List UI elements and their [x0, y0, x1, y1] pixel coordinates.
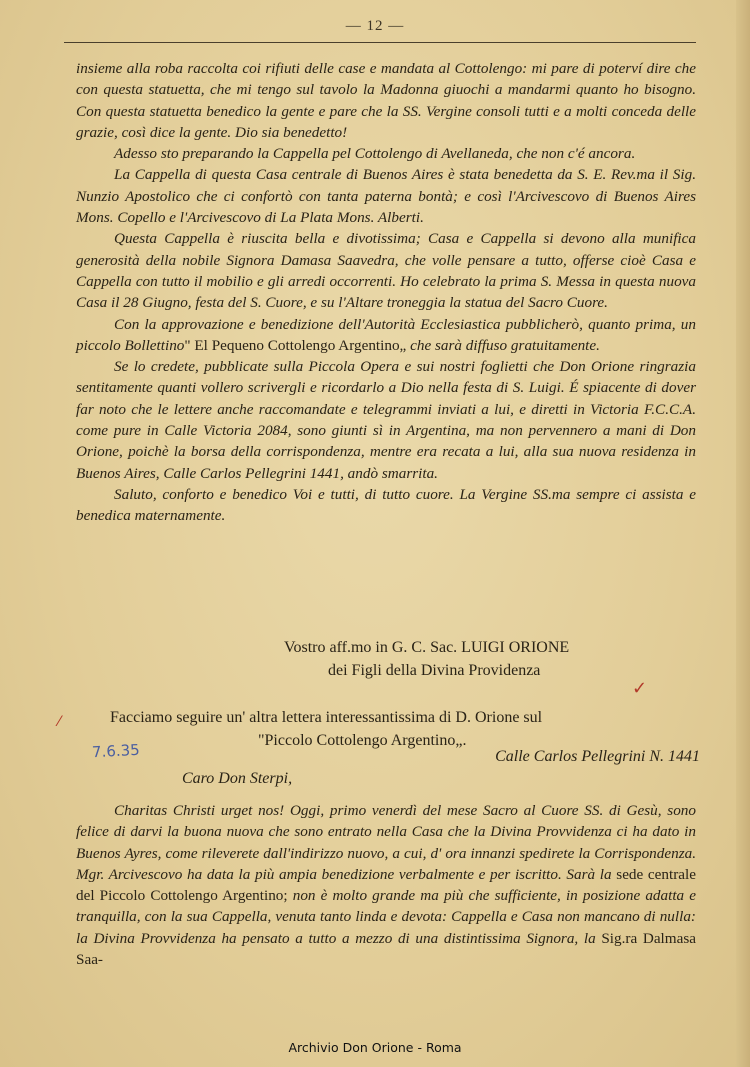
letter-text-1: Charitas Christi urget nos! Oggi, primo venerdì del mese Sacro al Cuore SS. di Gesù, sono felice di darvi la buona nuova che sono entrato nella Casa che la Divina Provvidenza ci ha dato in Buenos Ayres, come rileverete dall'indirizzo nuovo, a cui, d' ora innanzi spedirete la Corrispondenza. Mgr. Arcivescovo ha data la più ampia benedizione verbalmente e per iscritto. Sarà la [76, 802, 696, 883]
archive-footer: Archivio Don Orione - Roma [288, 1040, 462, 1055]
paragraph-ringrazia: Se lo credete, pubblicate sulla Piccola Opera e sui nostri foglietti che Don Orione ringrazia sentitamente quanti vollero scrivergli e ricordarlo a Dio nella festa di S. Luigi. É spiacente di dover far noto che le lettere anche raccomandate e telegrammi inviati a lui, e diretti in Victoria F.C.C.A. come pure in Calle Victoria 2084, sono giunti sì in Argentina, ma non pervennero a mani di Don Orione, poichè la borsa della corrispondenza, mentre era recata a lui, alla sua nuova residenza in Buenos Aires, Calle Carlos Pellegrini 1441, andò smarrita. [76, 358, 696, 482]
letter-salutation: Caro Don Sterpi, [182, 770, 293, 787]
letter-text-3: non è molto grande ma più che sufficiente, in posizione adatta e tranquilla, con la sua Cappella, venuta tanto linda e devota: Cappella e Casa non mancano di nulla: la Divina Provvidenza ha pensato a tutto a mezzo di una distintissima Signora, la [76, 887, 697, 947]
paragraph-cappella-bella: Questa Cappella è riuscita bella e divotissima; Casa e Cappella si devono alla munifica generosità della nobile Signora Damasa Saavedra, che volle pensare a tutto, offerse cioè Casa e Cappella con tutto il mobilio e gli arredi occorrenti. Ho celebrato la prima S. Messa in questa nuova Casa il 28 Giugno, festa del S. Cuore, e su l'Altare troneggia la statua del Sacro Cuore. [76, 230, 696, 312]
letter-text-4: Sig.ra Dalmasa Saa- [76, 929, 696, 969]
letter-text-2: sede centrale del Piccolo Cottolengo Argentino; [76, 865, 696, 905]
signature-line: Vostro aff.mo in G. C. Sac. LUIGI ORIONE [284, 639, 570, 656]
letter-paragraph [76, 800, 696, 970]
letter-address: Calle Carlos Pellegrini N. 1441 [495, 748, 700, 765]
red-pencil-mark: ⁄ [58, 714, 61, 730]
congregation-line: dei Figli della Divina Providenza [328, 662, 541, 679]
second-letter-intro [110, 706, 700, 752]
body-text [76, 58, 696, 527]
second-letter-body [76, 800, 696, 970]
paragraph-avellaneda: Adesso sto preparando la Cappella pel Cottolengo di Avellaneda, che non c'é ancora. [114, 145, 636, 163]
page-edge [736, 0, 750, 1067]
paragraph-bollettino [76, 314, 696, 357]
intro-line-2: "Piccolo Cottolengo Argentino„. [258, 732, 467, 749]
bollettino-part1: Con la approvazione e benedizione dell'Autorità Ecclesiastica pubblicherò, quanto prima, un piccolo Bollettino [76, 315, 696, 354]
intro-line-1: Facciamo seguire un' altra lettera interessantissima di D. Orione sul [110, 709, 543, 726]
page-number: — 12 — [345, 18, 405, 34]
paragraph-cappella-benedetta: La Cappella di questa Casa centrale di Buenos Aires è stata benedetta da S. E. Rev.ma il Sig. Nunzio Apostolico che ci confortò con tanta paterna bontà; e così l'Arcivescovo di Buenos Aires Mons. Copello e l'Arcivescovo di La Plata Mons. Alberti. [76, 166, 696, 227]
bollettino-title: " El Pequeno Cottolengo Argentino„ [184, 336, 407, 354]
red-check-mark: ✓ [632, 678, 648, 699]
header-rule [64, 42, 696, 43]
bollettino-part2: che sarà diffuso gratuitamente. [410, 336, 600, 354]
paragraph-statuetta: insieme alla roba raccolta coi rifiuti delle case e mandata al Cottolengo: mi pare di poterví dire che con questa statuetta, che mi tengo sul tavolo la Madonna giuochi a mandarmi quanto ho bisogno. Con questa statuetta benedico la gente e pare che la SS. Vergine consoli tutti e a molti conceda delle grazie, così dice la gente. Dio sia benedetto! [76, 60, 696, 141]
handwritten-date: 7.6.35 [91, 740, 141, 762]
letter-closing [284, 636, 704, 682]
paragraph-saluto: Saluto, conforto e benedico Voi e tutti, di tutto cuore. La Vergine SS.ma sempre ci assista e benedica maternamente. [76, 485, 696, 525]
